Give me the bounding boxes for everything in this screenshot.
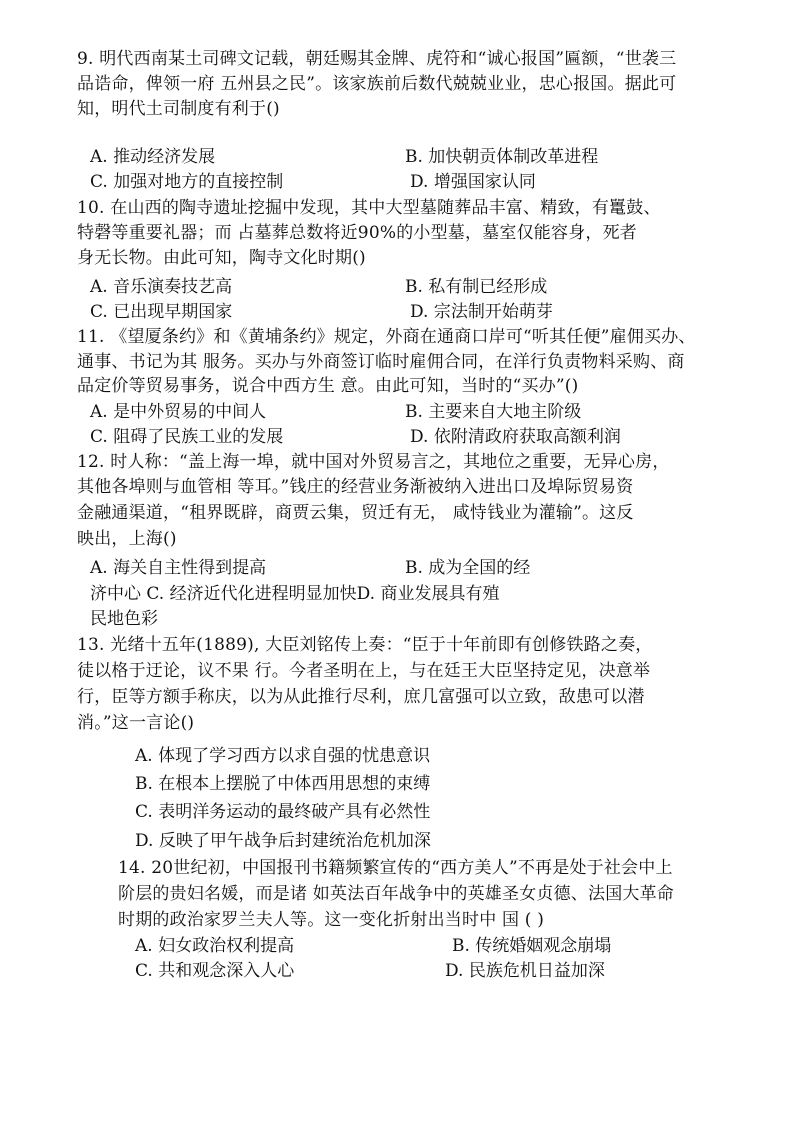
question-text-line: 知，明代土司制度有利于() (77, 99, 280, 119)
question-text-line: 特磬等重要礼器；而 占墓葬总数将近90%的小型墓，墓室仅能容身，死者 (77, 223, 637, 243)
option-b: B. 传统婚姻观念崩塌 (452, 936, 612, 956)
question-text-line: 11. 《望厦条约》和《黄埔条约》规定，外商在通商口岸可“听其任便”雇佣买办、 (77, 327, 696, 347)
option-c: C. 共和观念深入人心 (135, 961, 295, 981)
options-wrapped-line: 济中心 C. 经济近代化进程明显加快D. 商业发展具有殖 (90, 584, 500, 604)
question-text-line: 身无长物。由此可知，陶寺文化时期() (77, 248, 366, 268)
question-text-line: 品定价等贸易事务，说合中西方生 意。由此可知，当时的“买办”() (77, 376, 579, 396)
question-text-line: 金融通渠道，“租界既辟，商贾云集，贸迁有无， 咸恃钱业为灌输”。这反 (77, 503, 634, 523)
question-text-line: 12. 时人称：“盖上海一埠，就中国对外贸易言之，其地位之重要，无异心房， (77, 452, 670, 472)
options-tail-line: 民地色彩 (90, 609, 158, 629)
question-text-line: 阶层的贵妇名媛，而是诸 如英法百年战争中的英雄圣女贞德、法国大革命 (118, 884, 675, 904)
option-a: A. 推动经济发展 (90, 147, 216, 167)
option-b: B. 成为全国的经 (405, 558, 531, 578)
option-b: B. 私有制已经形成 (405, 277, 548, 297)
question-text-line: 徒以格于迂论，议不果 行。今者圣明在上，与在廷王大臣坚持定见，决意举 (77, 661, 651, 681)
option-b: B. 加快朝贡体制改革进程 (405, 147, 599, 167)
question-text-line: 13. 光绪十五年(1889), 大臣刘铭传上奏：“臣于十年前即有创修铁路之奏， (77, 635, 653, 655)
option-c: C. 阻碍了民族工业的发展 (90, 427, 284, 447)
question-text-line: 消。”这一言论() (77, 713, 195, 733)
question-text-line: 行，臣等方额手称庆，以为从此推行尽利，庶几富强可以立致，敌患可以潜 (77, 687, 645, 707)
question-text-line: 通事、书记为其 服务。买办与外商签订临时雇佣合同，在洋行负责物料采购、商 (77, 352, 685, 372)
option-a: A. 体现了学习西方以求自强的忧患意识 (135, 746, 431, 766)
option-d: D. 增强国家认同 (410, 172, 536, 192)
option-d: D. 民族危机日益加深 (445, 961, 605, 981)
option-c: C. 表明洋务运动的最终破产具有必然性 (135, 802, 431, 822)
option-c: C. 加强对地方的直接控制 (90, 172, 284, 192)
question-text-line: 9. 明代西南某土司碑文记载，朝廷赐其金牌、虎符和“诚心报国”匾额，“世袭三 (77, 49, 677, 69)
question-text-line: 品诰命，俾领一府 五州县之民”。该家族前后数代兢兢业业，忠心报国。据此可 (77, 74, 677, 94)
option-b: B. 主要来自大地主阶级 (405, 402, 582, 422)
question-text-line: 其他各埠则与血管相 等耳。”钱庄的经营业务渐被纳入进出口及埠际贸易资 (77, 477, 634, 497)
question-text-line: 14. 20世纪初，中国报刊书籍频繁宣传的“西方美人”不再是处于社会中上 (118, 858, 673, 878)
option-d: D. 依附清政府获取高额利润 (410, 427, 621, 447)
question-text-line: 时期的政治家罗兰夫人等。这一变化折射出当时中 国 ( ) (118, 910, 545, 930)
question-text-line: 映出，上海() (77, 529, 177, 549)
question-text-line: 10. 在山西的陶寺遗址挖掘中发现，其中大型墓随葬品丰富、精致，有鼍鼓、 (77, 198, 661, 218)
option-d: D. 反映了甲午战争后封建统治危机加深 (135, 831, 431, 851)
option-a: A. 妇女政治权利提高 (135, 936, 295, 956)
option-d: D. 宗法制开始萌芽 (410, 302, 553, 322)
option-a: A. 海关自主性得到提高 (90, 558, 267, 578)
option-c: C. 已出现早期国家 (90, 302, 233, 322)
option-a: A. 是中外贸易的中间人 (90, 402, 267, 422)
option-b: B. 在根本上摆脱了中体西用思想的束缚 (135, 774, 431, 794)
option-a: A. 音乐演奏技艺高 (90, 277, 233, 297)
